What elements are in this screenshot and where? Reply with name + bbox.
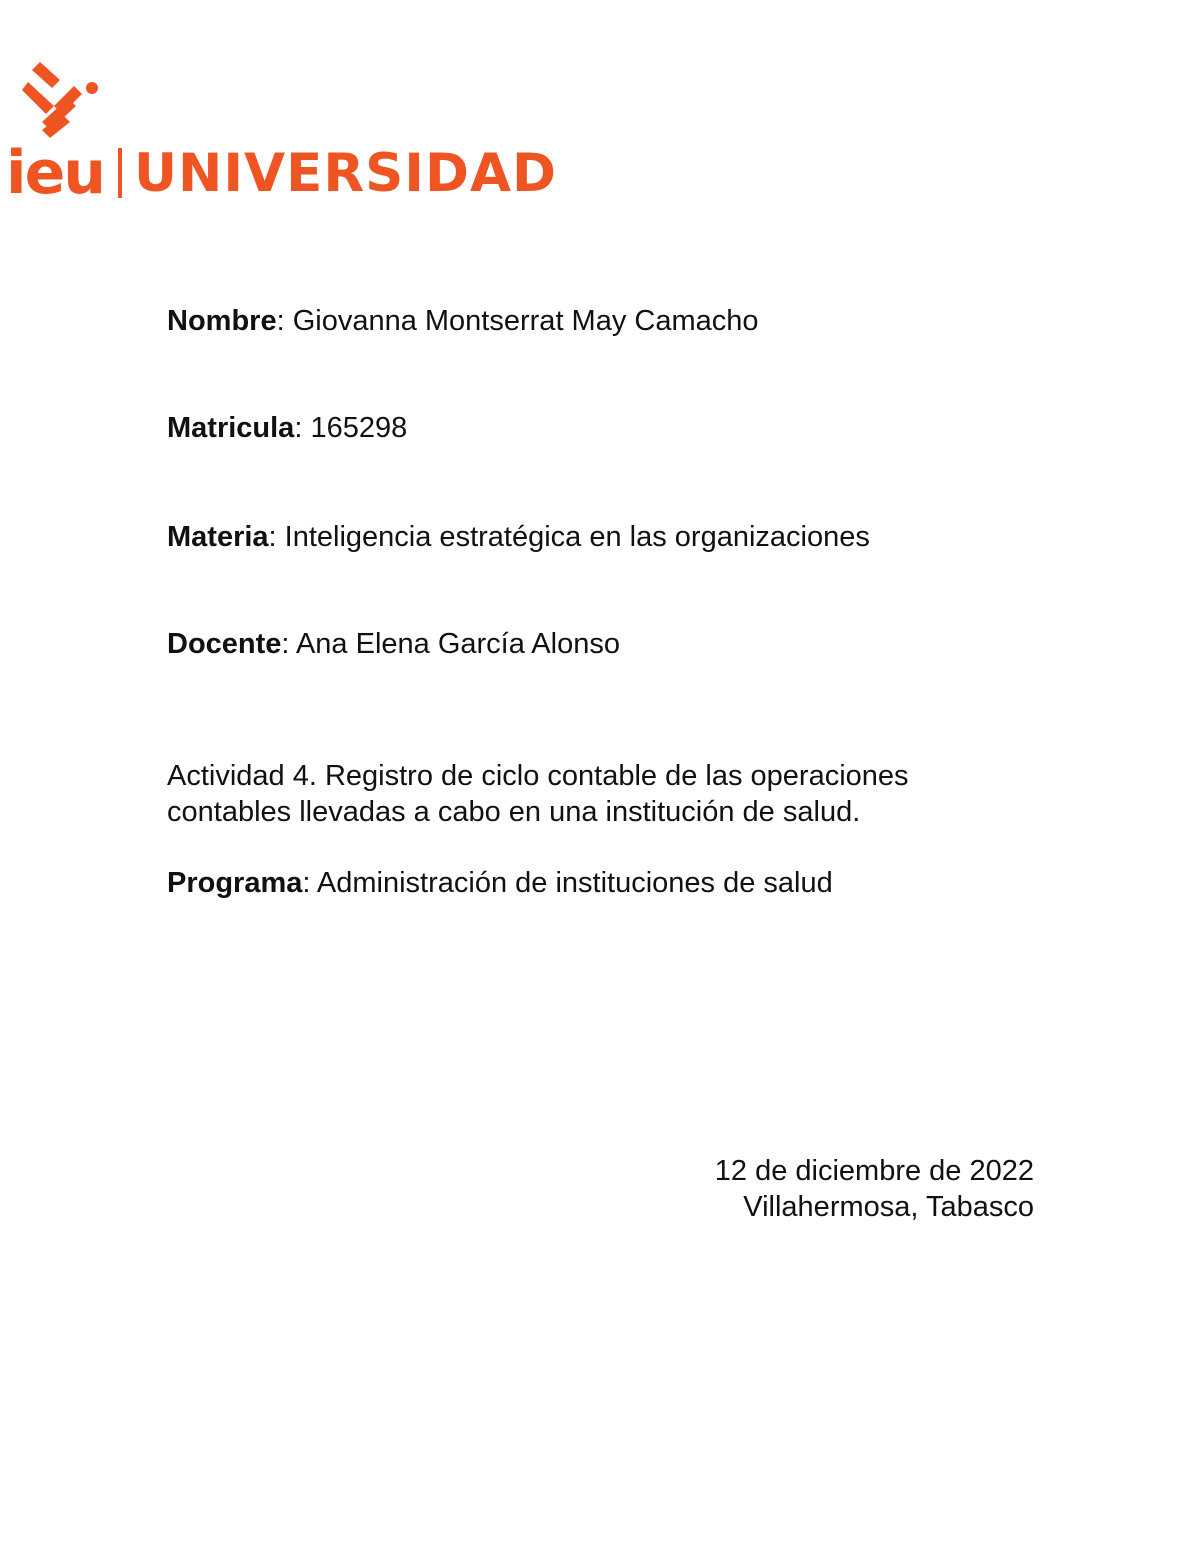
field-nombre-value: Giovanna Montserrat May Camacho (284, 305, 759, 337)
logo-universidad-text: UNIVERSIDAD (133, 142, 558, 204)
field-programa-value: Administración de instituciones de salud (310, 867, 833, 899)
university-logo (6, 140, 557, 206)
field-matricula-value: 165298 (302, 412, 408, 444)
field-nombre (167, 303, 759, 339)
logo-separator (118, 148, 122, 198)
field-docente (167, 626, 620, 662)
field-matricula-label: Matricula (167, 412, 295, 444)
footer-date: 12 de diciembre de 2022 (714, 1155, 1034, 1187)
field-materia-colon: : (268, 521, 277, 553)
field-materia-label: Materia (167, 521, 269, 553)
field-docente-colon: : (281, 628, 290, 660)
logo-ieu-text: ieu (6, 138, 104, 208)
field-materia-value: Inteligencia estratégica en las organizaciones (276, 521, 870, 553)
field-programa (167, 865, 833, 901)
activity-line-1: Actividad 4. Registro de ciclo contable de las operaciones (167, 760, 909, 792)
field-docente-value: Ana Elena García Alonso (289, 628, 620, 660)
field-programa-label: Programa (167, 867, 303, 899)
ieu-arrows-icon (22, 62, 102, 138)
field-matricula (167, 410, 407, 446)
field-nombre-colon: : (276, 305, 285, 337)
date-place-block (715, 1153, 1034, 1225)
field-materia (167, 519, 870, 555)
field-matricula-colon: : (294, 412, 303, 444)
field-programa-colon: : (302, 867, 311, 899)
activity-line-2: contables llevadas a cabo en una institución de salud. (167, 796, 861, 828)
footer-place: Villahermosa, Tabasco (743, 1191, 1034, 1223)
activity-description (167, 758, 1047, 830)
field-docente-label: Docente (167, 628, 282, 660)
field-nombre-label: Nombre (167, 305, 277, 337)
